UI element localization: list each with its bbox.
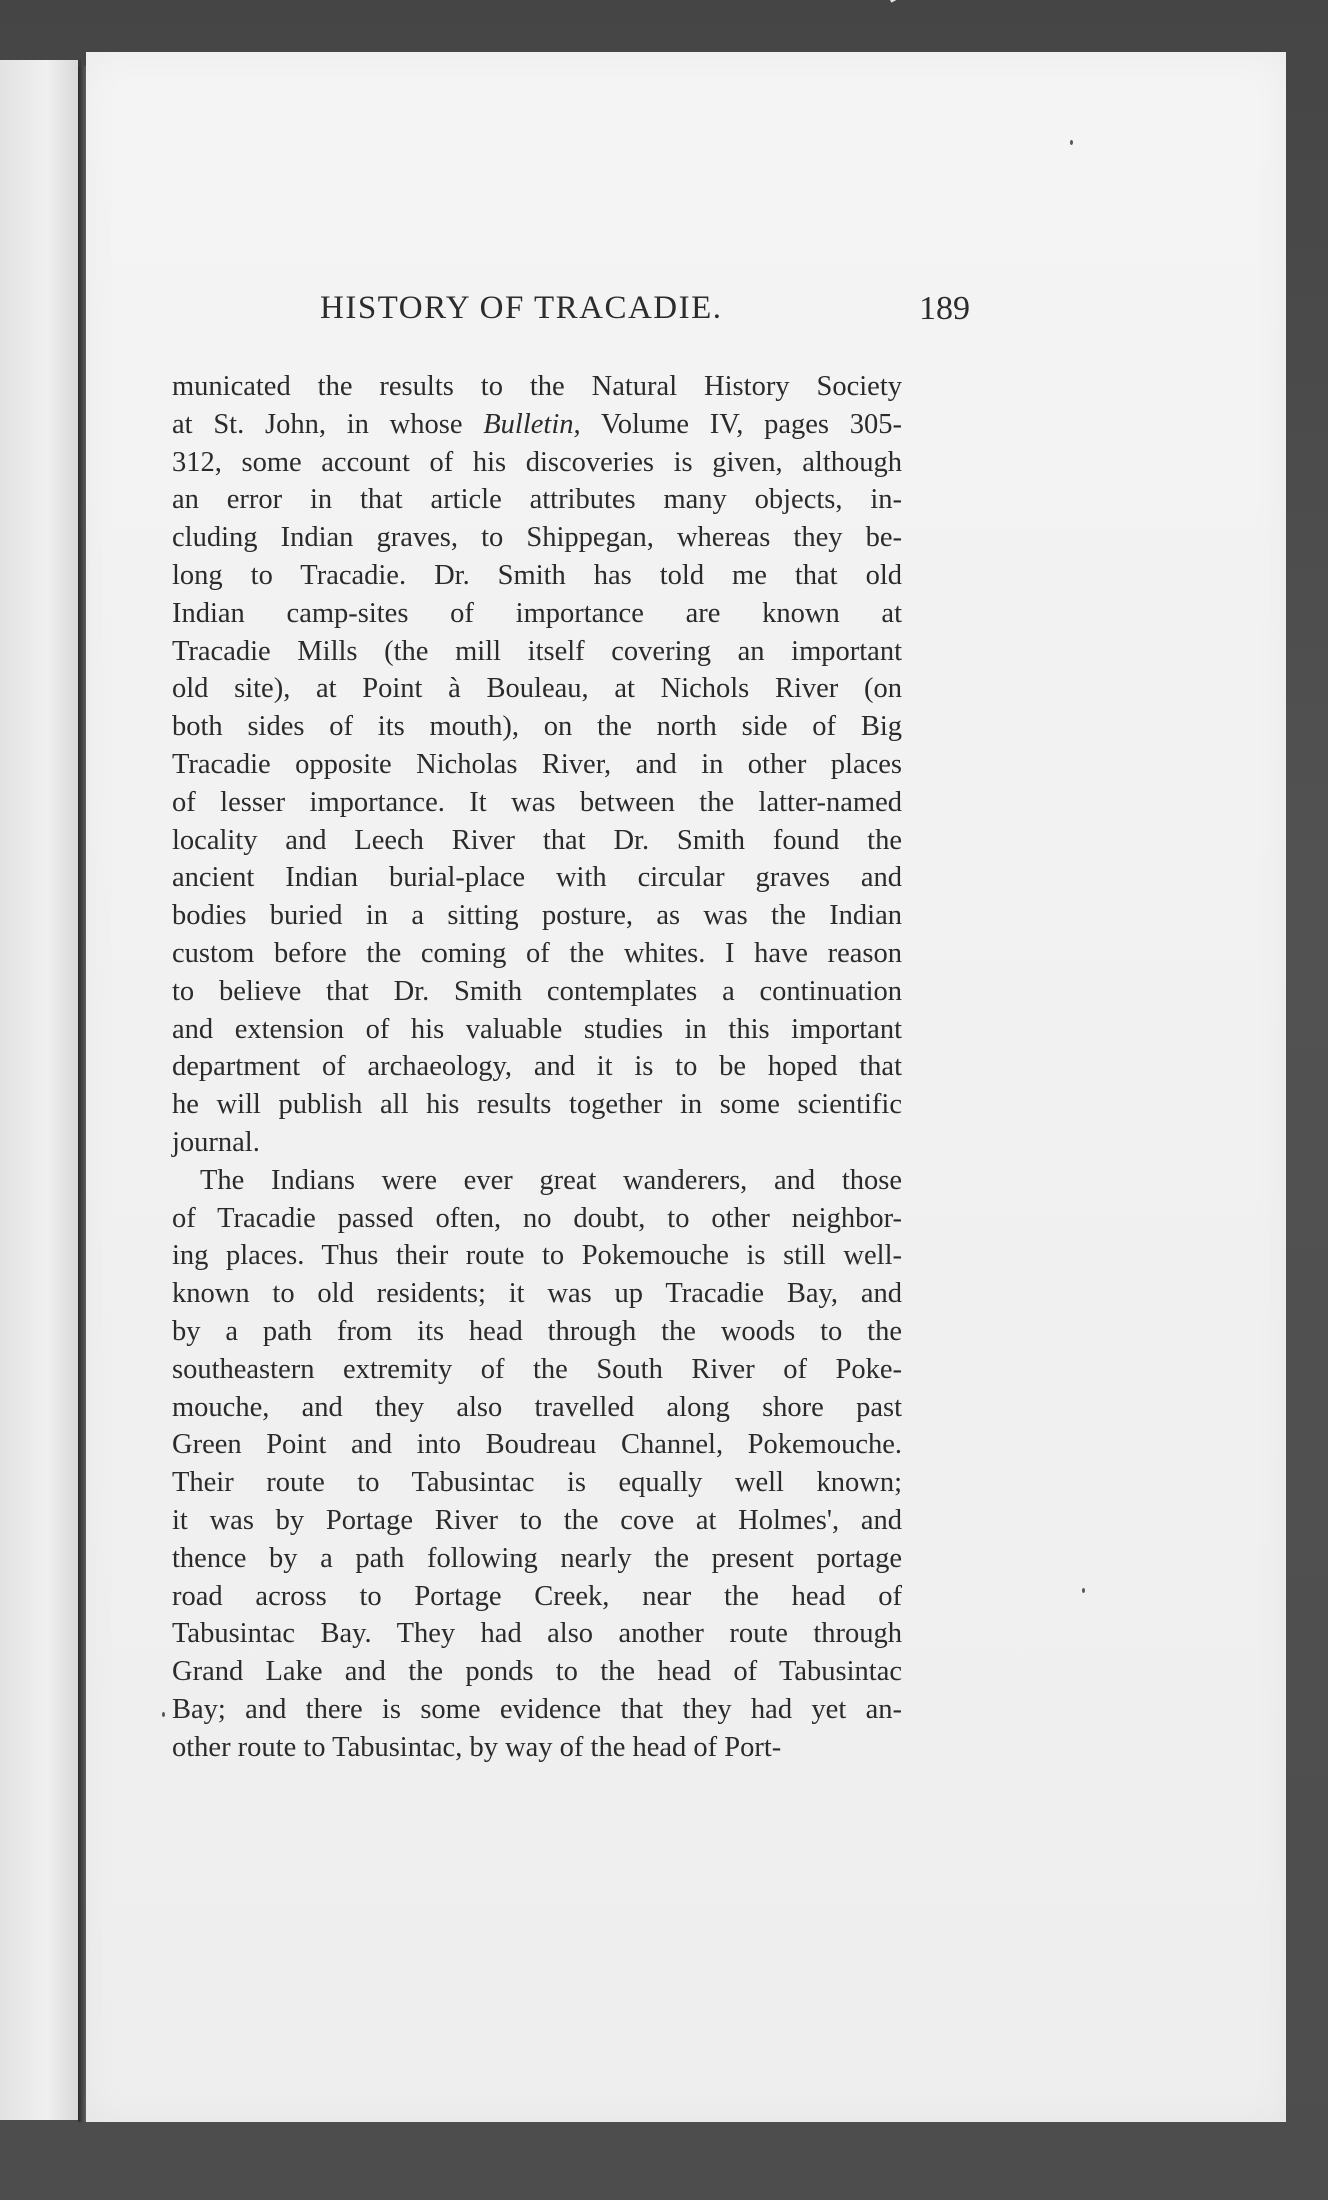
text-line: 312, some account of his discoveries is given, although (172, 446, 902, 478)
text-line: southeastern extremity of the South River of Poke- (172, 1353, 902, 1385)
text-line: he will publish all his results together in some scientific (172, 1089, 902, 1121)
text-line: road across to Portage Creek, near the head of (172, 1580, 902, 1612)
text-line: Tracadie Mills (the mill itself covering an important (172, 635, 902, 667)
text-line: municated the results to the Natural History Society (172, 371, 902, 402)
text-line: at St. John, in whose Bulletin, Volume IV, pages 305- (172, 408, 902, 440)
text-line: by a path from its head through the woods to the (172, 1315, 902, 1347)
text-line: The Indians were ever great wanderers, and those (200, 1164, 902, 1196)
text-line: it was by Portage River to the cove at Holmes', and (172, 1504, 902, 1536)
text-line: Bay; and there is some evidence that they had yet an- (172, 1693, 902, 1725)
text-line: locality and Leech River that Dr. Smith found the (172, 824, 902, 856)
text-line: of lesser importance. It was between the latter-named (172, 786, 902, 818)
body-text (172, 368, 902, 1766)
text-line: to believe that Dr. Smith contemplates a continuation (172, 975, 902, 1007)
text-line: mouche, and they also travelled along shore past (172, 1391, 902, 1423)
text-line: and extension of his valuable studies in this important (172, 1013, 902, 1045)
text-line: bodies buried in a sitting posture, as was the Indian (172, 900, 902, 932)
text-line: of Tracadie passed often, no doubt, to other neighbor- (172, 1202, 902, 1234)
text-line: thence by a path following nearly the present portage (172, 1542, 902, 1574)
running-head (180, 290, 1000, 350)
text-line: Their route to Tabusintac is equally well known; (172, 1467, 902, 1499)
paragraph (172, 1162, 902, 1767)
text-line: Tracadie opposite Nicholas River, and in other places (172, 748, 902, 780)
text-line: ing places. Thus their route to Pokemouche is still well- (172, 1240, 902, 1272)
text-line: cluding Indian graves, to Shippegan, whereas they be- (172, 522, 902, 554)
text-line: custom before the coming of the whites. I have reason (172, 937, 902, 969)
text-line: ancient Indian burial-place with circular graves and (172, 862, 902, 894)
facing-page-edge (0, 60, 81, 2120)
text-line: department of archaeology, and it is to be hoped that (172, 1051, 902, 1083)
text-line: Tabusintac Bay. They had also another route through (172, 1618, 902, 1650)
running-head-title: HISTORY OF TRACADIE. (320, 290, 723, 326)
text-line: other route to Tabusintac, by way of the head of Port- (172, 1731, 782, 1763)
text-line: journal. (172, 1126, 260, 1158)
page-number: 189 (919, 290, 970, 327)
paper-speck (162, 1712, 165, 1717)
text-line: Indian camp-sites of importance are known at (172, 597, 902, 629)
text-line: both sides of its mouth), on the north side of Big (172, 711, 902, 743)
scan-scratch-mark (890, 0, 964, 22)
paper-speck (1082, 1588, 1085, 1593)
italic-title: Bulletin, (483, 408, 581, 440)
text-line: known to old residents; it was up Tracadie Bay, and (172, 1278, 902, 1310)
text-line: Green Point and into Boudreau Channel, Pokemouche. (172, 1429, 902, 1461)
text-line: long to Tracadie. Dr. Smith has told me that old (172, 559, 902, 591)
paragraph (172, 368, 902, 1162)
text-line: an error in that article attributes many objects, in- (172, 484, 902, 516)
text-line: Grand Lake and the ponds to the head of Tabusintac (172, 1656, 902, 1688)
text-line: old site), at Point à Bouleau, at Nichols River (on (172, 673, 902, 705)
paper-speck (1070, 140, 1073, 145)
